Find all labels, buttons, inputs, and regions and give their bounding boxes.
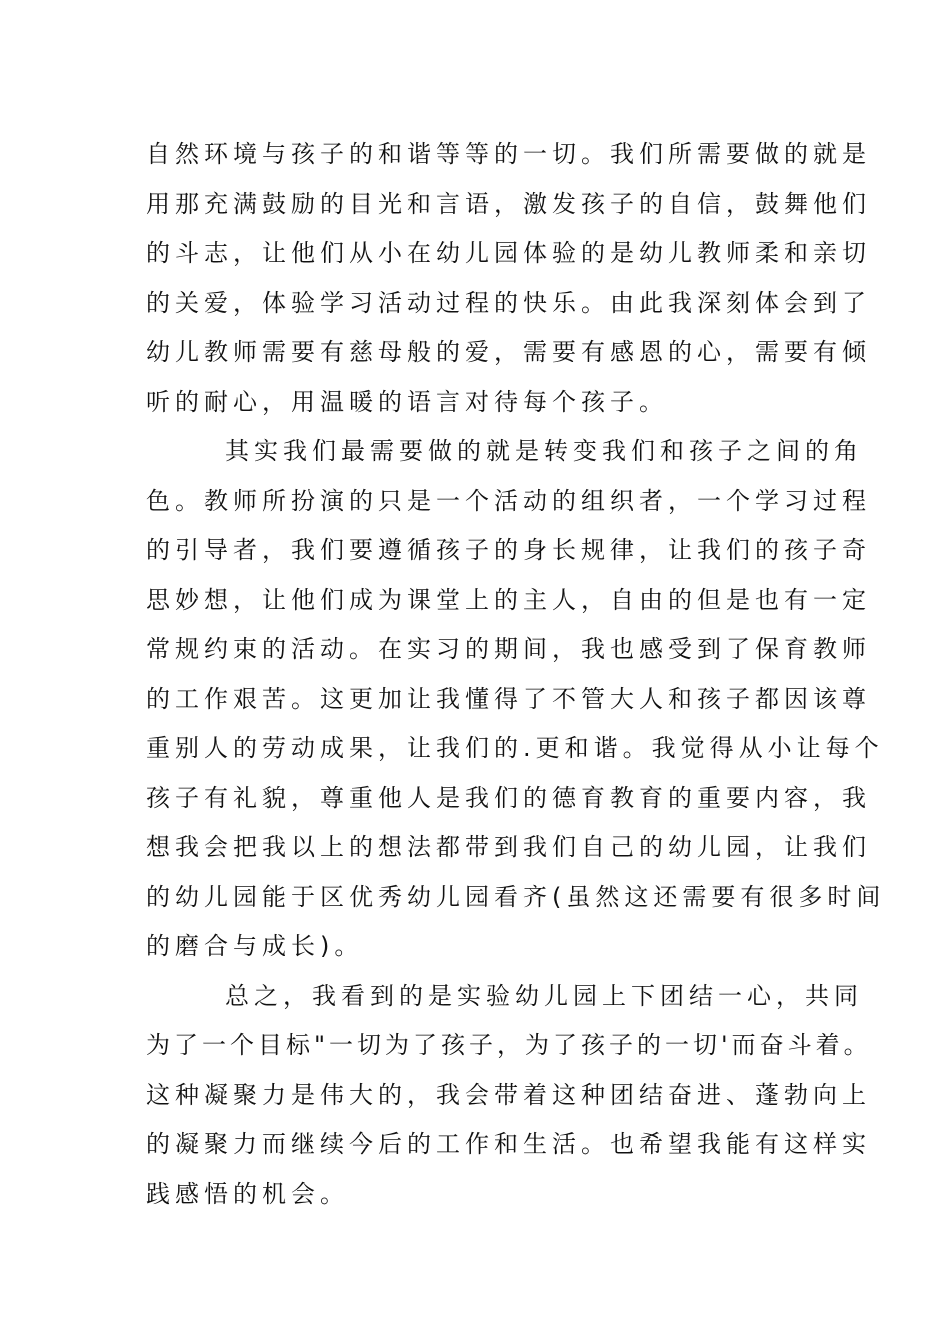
body-text [146,130,886,1219]
text-line: 的凝聚力而继续今后的工作和生活。也希望我能有这样实 [146,1130,871,1158]
text-line: 孩子有礼貌，尊重他人是我们的德育教育的重要内容，我 [146,783,871,812]
text-line: 的工作艰苦。这更加让我懂得了不管大人和孩子都因该尊 [146,684,871,713]
text-line: 听的耐心，用温暖的语言对待每个孩子。 [146,387,668,416]
text-line: 想我会把我以上的想法都带到我们自己的幼儿园，让我们 [146,833,871,861]
text-line: 重别人的劳动成果，让我们的.更和谐。我觉得从小让每个 [146,734,884,762]
text-line: 践感悟的机会。 [146,1179,349,1208]
text-line: 的磨合与成长)。 [146,932,364,960]
paragraph-start-line: 其实我们最需要做的就是转变我们和孩子之间的角 [225,437,863,465]
paragraph-start-line: 总之，我看到的是实验幼儿园上下团结一心，共同 [225,981,863,1010]
text-line: 的引导者，我们要遵循孩子的身长规律，让我们的孩子奇 [146,536,871,564]
text-line: 的斗志，让他们从小在幼儿园体验的是幼儿教师柔和亲切 [146,239,871,267]
text-line: 这种凝聚力是伟大的，我会带着这种团结奋进、蓬勃向上 [146,1080,871,1109]
text-line: 用那充满鼓励的目光和言语，激发孩子的自信，鼓舞他们 [146,189,871,218]
text-line: 思妙想，让他们成为课堂上的主人，自由的但是也有一定 [146,585,871,614]
text-line: 的幼儿园能于区优秀幼儿园看齐(虽然这还需要有很多时间 [146,882,886,911]
text-line: 幼儿教师需要有慈母般的爱，需要有感恩的心，需要有倾 [146,338,871,366]
text-line: 为了一个目标"一切为了孩子，为了孩子的一切'而奋斗着。 [146,1031,872,1059]
text-line: 常规约束的活动。在实习的期间，我也感受到了保育教师 [146,635,871,663]
text-line: 色。教师所扮演的只是一个活动的组织者，一个学习过程 [146,486,871,515]
text-line: 自然环境与孩子的和谐等等的一切。我们所需要做的就是 [146,140,871,168]
text-line: 的关爱，体验学习活动过程的快乐。由此我深刻体会到了 [146,288,871,317]
